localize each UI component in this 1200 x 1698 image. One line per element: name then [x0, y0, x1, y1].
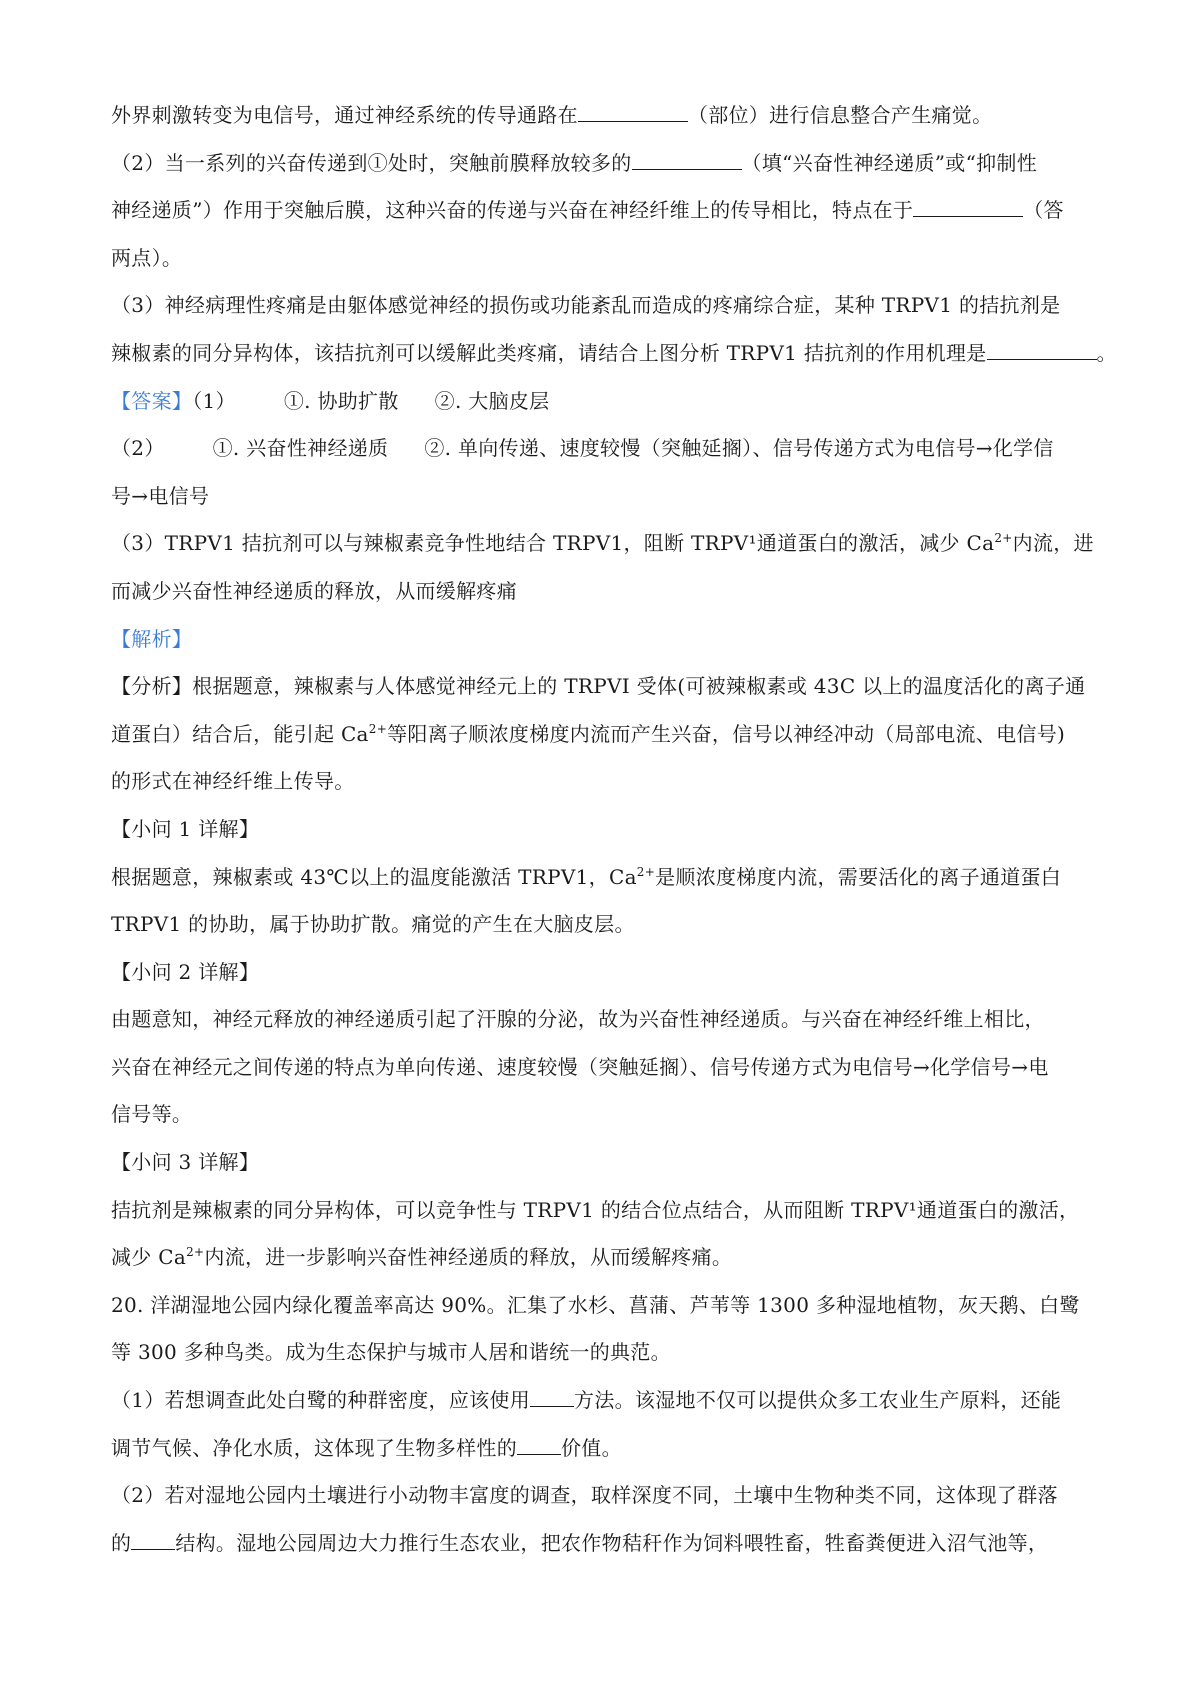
question-text: 的 结构。湿地公园周边大力推行生态农业，把农作物秸秆作为饲料喂牲畜，牲畜粪便进入沼气池等， [111, 1530, 1049, 1555]
text-line: 外界刺激转变为电信号，通过神经系统的传导通路在 （部位）进行信息整合产生痛觉。 [111, 103, 993, 127]
question-text: 调节气候、净化水质，这体现了生物多样性的 价值。 [111, 1435, 622, 1460]
answer-line: 号→电信号 [111, 483, 210, 508]
answer-line: （3）TRPV1 拮抗剂可以与辣椒素竞争性地结合 TRPV1，阻断 TRPV¹通道蛋白的激活，减少 $Ca^{2+}$内流，进 [111, 531, 1094, 556]
question-text: 等 300 多种鸟类。成为生态保护与城市人居和谐统一的典范。 [111, 1340, 671, 1365]
text-line: 辣椒素的同分异构体，该拮抗剂可以缓解此类疼痛，请结合上图分析 TRPV1 拮抗剂的作用机理是 。 [111, 340, 1117, 365]
text-line: TRPV1 的协助，属于协助扩散。痛觉的产生在大脑皮层。 [111, 912, 635, 937]
text-line: 神经递质”）作用于突触后膜，这种兴奋的传递与兴奋在神经纤维上的传导相比，特点在于 （答 [111, 198, 1064, 223]
subquestion-heading: 【小问 3 详解】 [111, 1150, 260, 1175]
text-line: 【分析】根据题意，辣椒素与人体感觉神经元上的 TRPVI 受体(可被辣椒素或 43C 以上的温度活化的离子通 [111, 674, 1086, 699]
text-line: （2）当一系列的兴奋传递到①处时，突触前膜释放较多的 （填“兴奋性神经递质”或“抑制性 [111, 150, 1038, 175]
answer-blank[interactable] [578, 103, 688, 122]
question-text: 20. 洋湖湿地公园内绿化覆盖率高达 90%。汇集了水杉、菖蒲、芦苇等 1300 多种湿地植物，灰天鹅、白鹭 [111, 1292, 1080, 1317]
text-line: 的形式在神经纤维上传导。 [111, 769, 355, 794]
answer-blank[interactable] [530, 1388, 574, 1407]
subquestion-heading: 【小问 1 详解】 [111, 816, 260, 841]
answer-blank[interactable] [517, 1436, 561, 1455]
text-line: 信号等。 [111, 1102, 193, 1127]
subquestion-heading: 【小问 2 详解】 [111, 959, 260, 984]
text-line: 拮抗剂是辣椒素的同分异构体，可以竞争性与 TRPV1 的结合位点结合，从而阻断 TRPV¹通道蛋白的激活， [111, 1197, 1080, 1222]
analysis-label: 【解析】 [111, 626, 193, 651]
answer-blank[interactable] [632, 151, 742, 170]
answer-blank[interactable] [913, 198, 1023, 217]
answer-blank[interactable] [131, 1531, 175, 1550]
question-text: （1）若想调查此处白鹭的种群密度，应该使用 方法。该湿地不仅可以提供众多工农业生产原料，还能 [111, 1388, 1062, 1413]
text-line: 兴奋在神经元之间传递的特点为单向传递、速度较慢（突触延搁）、信号传递方式为电信号→化学信号→电 [111, 1054, 1049, 1079]
text-line: 道蛋白）结合后，能引起 $Ca^{2+}$等阳离子顺浓度梯度内流而产生兴奋，信号以神经冲动（局部电流、电信号) [111, 721, 1066, 746]
answer-line: （2） ①. 兴奋性神经递质 ②. 单向传递、速度较慢（突触延搁）、信号传递方式为电信号→化学信 [111, 436, 1054, 461]
text-line: 由题意知，神经元释放的神经递质引起了汗腺的分泌，故为兴奋性神经递质。与兴奋在神经纤维上相比， [111, 1007, 1045, 1032]
text-line: 减少 $Ca^{2+}$内流，进一步影响兴奋性神经递质的释放，从而缓解疼痛。 [111, 1245, 733, 1270]
answer-line: 【答案】（1） ①. 协助扩散 ②. 大脑皮层 [111, 388, 550, 413]
text-line: 根据题意，辣椒素或 43℃以上的温度能激活 TRPV1，$Ca^{2+}$是顺浓度梯度内流，需要活化的离子通道蛋白 [111, 864, 1062, 889]
question-text: （2）若对湿地公园内土壤进行小动物丰富度的调查，取样深度不同，土壤中生物种类不同，这体现了群落 [111, 1483, 1058, 1508]
text-line: （3）神经病理性疼痛是由躯体感觉神经的损伤或功能紊乱而造成的疼痛综合症，某种 TRPV1 的拮抗剂是 [111, 293, 1061, 318]
answer-blank[interactable] [987, 341, 1097, 360]
answer-label: 【答案】 [111, 388, 193, 413]
answer-line: 而减少兴奋性神经递质的释放，从而缓解疼痛 [111, 578, 517, 603]
text-line: 两点）。 [111, 245, 183, 270]
analysis-heading [111, 616, 1104, 664]
